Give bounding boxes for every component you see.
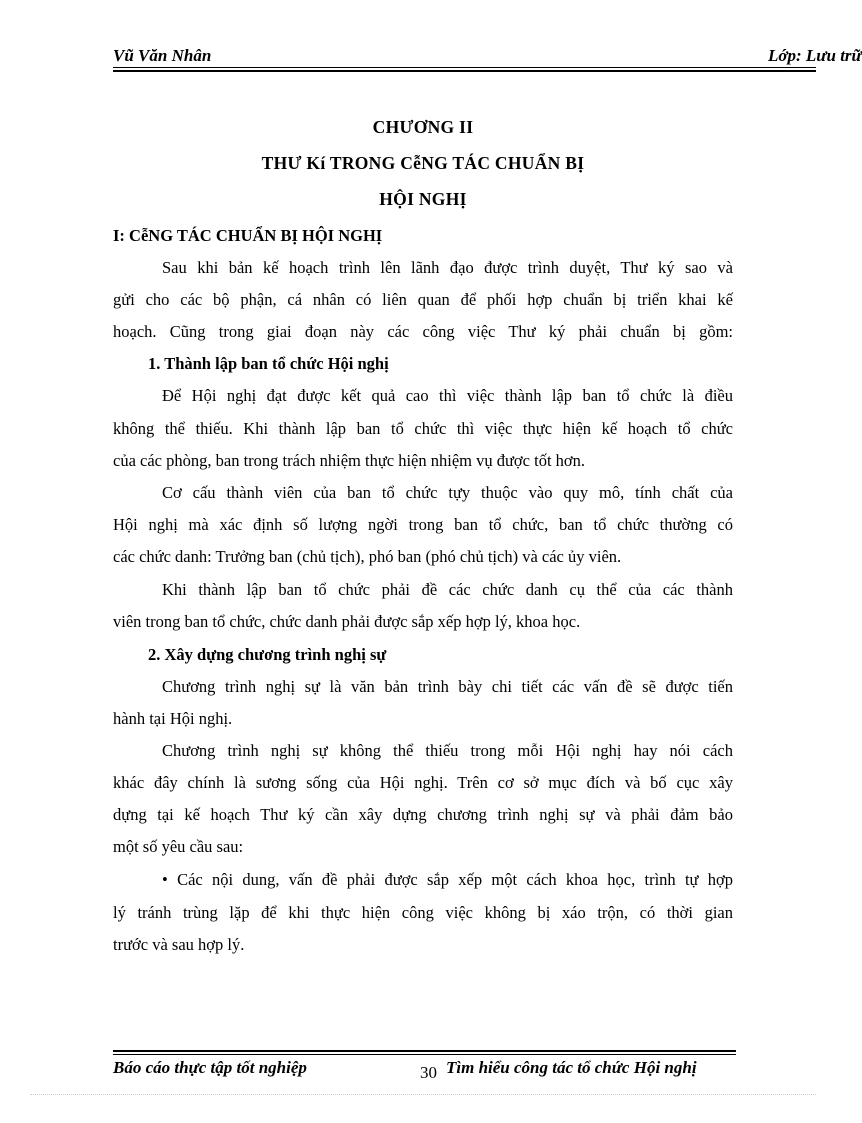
paragraph-line: của các phòng, ban trong trách nhiệm thực hiện nhiệm vụ được tốt hơn. bbox=[113, 451, 585, 470]
paragraph-line: Sau khi bản kế hoạch trình lên lãnh đạo được trình duyệt, Thư ký sao và bbox=[162, 258, 733, 277]
paragraph-line: Cơ cấu thành viên của ban tổ chức tựy thuộc vào quy mô, tính chất của bbox=[162, 483, 733, 502]
paragraph-line: hoạch. Cũng trong giai đoạn này các công việc Thư ký phải chuẩn bị gồm: bbox=[113, 322, 733, 341]
paragraph-line: lý tránh trùng lặp để khi thực hiện công việc không bị xáo trộn, có thời gian bbox=[113, 903, 733, 922]
paragraph-line: dựng tại kế hoạch Thư ký cần xây dựng chương trình nghị sự và phải đảm bảo bbox=[113, 805, 733, 824]
paragraph-line: Để Hội nghị đạt được kết quả cao thì việc thành lập ban tổ chức là điều bbox=[162, 386, 733, 405]
paragraph-line: không thể thiếu. Khi thành lập ban tổ chức thì việc thực hiện kế hoạch tổ chức bbox=[113, 419, 733, 438]
paragraph-line: hành tại Hội nghị. bbox=[113, 709, 233, 728]
bullet-line: • Các nội dung, vấn đề phải được sắp xếp một cách khoa học, trình tự hợp bbox=[162, 870, 733, 889]
footer-divider bbox=[113, 1054, 736, 1055]
header-divider bbox=[113, 67, 816, 68]
paragraph-line: một số yêu cầu sau: bbox=[113, 837, 244, 856]
paragraph-line: khác đây chính là sương sống của Hội nghị. Trên cơ sở mục đích và bố cục xây bbox=[113, 773, 733, 792]
footer-report-title: Báo cáo thực tập tốt nghiệp bbox=[113, 1058, 307, 1077]
section-heading: I: CễNG TÁC CHUẨN BỊ HỘI NGHỊ bbox=[113, 226, 383, 245]
header-class-label: Lớp: Lưu trữ bbox=[768, 46, 862, 65]
paragraph-line: viên trong ban tổ chức, chức danh phải được sắp xếp hợp lý, khoa học. bbox=[113, 612, 581, 631]
paragraph-line: Chương trình nghị sự là văn bản trình bày chi tiết các vấn đề sẽ được tiến bbox=[162, 677, 733, 696]
paragraph-line: gửi cho các bộ phận, cá nhân có liên quan để phối hợp chuẩn bị triển khai kế bbox=[113, 290, 733, 309]
page-edge-dotted-line bbox=[30, 1094, 816, 1095]
page-number: 30 bbox=[420, 1063, 437, 1082]
paragraph-line: trước và sau hợp lý. bbox=[113, 935, 245, 954]
footer-topic-title: Tìm hiểu công tác tổ chức Hội nghị bbox=[446, 1058, 697, 1077]
paragraph-line: Hội nghị mà xác định số lượng ngời trong ban tổ chức, ban tổ chức thường có bbox=[113, 515, 733, 534]
chapter-number: CHƯƠNG II bbox=[372, 117, 474, 137]
paragraph-line: Chương trình nghị sự không thể thiếu trong mỗi Hội nghị hay nói cách bbox=[162, 741, 733, 760]
chapter-title-line-2: HỘI NGHỊ bbox=[379, 189, 467, 209]
header-author: Vũ Văn Nhân bbox=[113, 46, 212, 65]
subsection-heading: 1. Thành lập ban tổ chức Hội nghị bbox=[148, 354, 389, 373]
footer-divider-thick bbox=[113, 1050, 736, 1052]
paragraph-line: Khi thành lập ban tổ chức phải đề các chức danh cụ thể của các thành bbox=[162, 580, 733, 599]
chapter-title-line-1: THƯ Kí TRONG CễNG TÁC CHUẨN BỊ bbox=[261, 153, 585, 173]
subsection-heading: 2. Xây dựng chương trình nghị sự bbox=[148, 645, 387, 664]
paragraph-line: các chức danh: Trưởng ban (chủ tịch), phó ban (phó chủ tịch) và các ủy viên. bbox=[113, 547, 622, 566]
header-divider-thick bbox=[113, 70, 816, 72]
